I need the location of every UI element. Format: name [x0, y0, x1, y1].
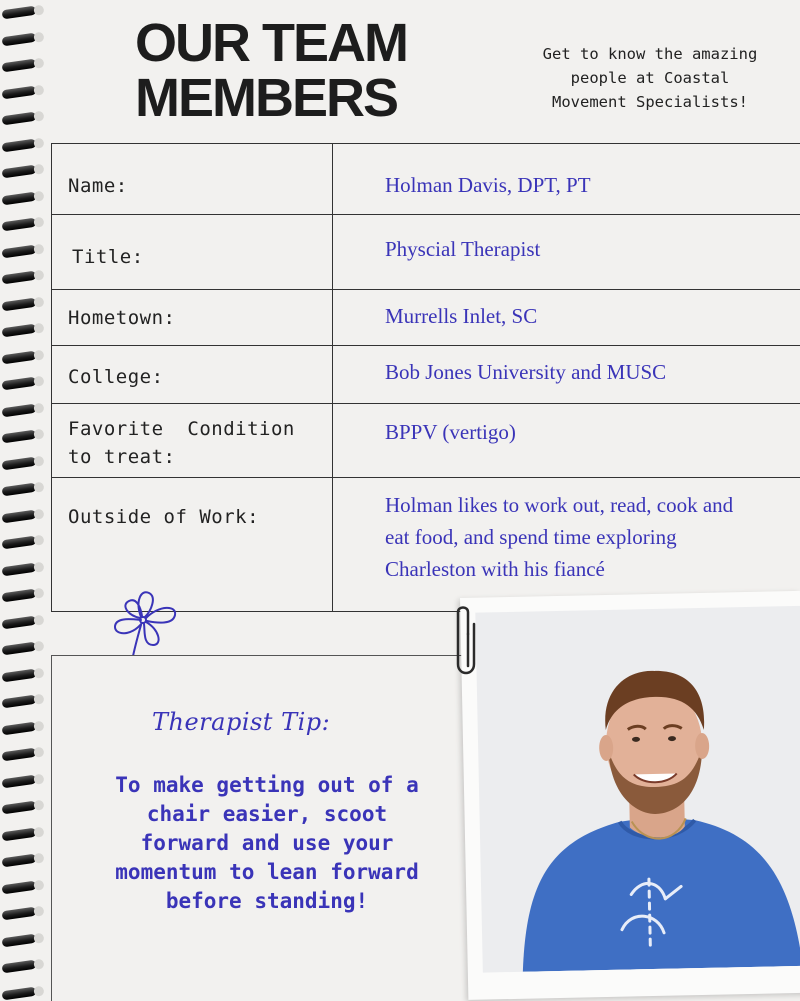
- binding-coil: [2, 960, 37, 974]
- binding-coil: [2, 907, 37, 921]
- favorite-condition-label: Favorite Condition to treat:: [52, 404, 318, 471]
- page-title: OUR TEAM MEMBERS: [135, 16, 407, 126]
- name-value: Holman Davis, DPT, PT: [333, 144, 800, 201]
- hometown-label: Hometown:: [52, 290, 332, 332]
- team-member-photo: [475, 606, 800, 973]
- binding-coil: [2, 324, 37, 338]
- table-row: [52, 290, 800, 346]
- binding-coil: [2, 642, 37, 656]
- binding-coil: [2, 244, 37, 258]
- hometown-value: Murrells Inlet, SC: [333, 290, 800, 332]
- tip-text: To make getting out of a chair easier, scoot forward and use your momentum to lean forward before standing!: [107, 771, 427, 916]
- paperclip-icon: [446, 604, 480, 688]
- table-row: [52, 346, 800, 404]
- binding-coil: [2, 774, 37, 788]
- binding-coil: [2, 986, 37, 1000]
- binding-coil: [2, 85, 37, 99]
- college-value: Bob Jones University and MUSC: [333, 346, 800, 388]
- binding-coil: [2, 112, 37, 126]
- binding-coil: [2, 827, 37, 841]
- binding-coil: [2, 456, 37, 470]
- binding-coil: [2, 271, 37, 285]
- therapist-tip-card: [51, 655, 472, 1001]
- page-subtitle: Get to know the amazing people at Coastal Movement Specialists!: [530, 42, 770, 114]
- outside-work-value: Holman likes to work out, read, cook and eat food, and spend time exploring Charleston with his fiancé: [333, 478, 765, 585]
- outside-work-label: Outside of Work:: [52, 478, 332, 531]
- binding-coil: [2, 59, 37, 73]
- binding-coil: [2, 801, 37, 815]
- table-row: [52, 215, 800, 290]
- binding-coil: [2, 536, 37, 550]
- binding-coil: [2, 165, 37, 179]
- photo-frame: [460, 591, 800, 1000]
- binding-coil: [2, 403, 37, 417]
- binding-coil: [2, 297, 37, 311]
- binding-coil: [2, 668, 37, 682]
- binding-coil: [2, 748, 37, 762]
- binding-coil: [2, 933, 37, 947]
- binding-coil: [2, 880, 37, 894]
- favorite-condition-value: BPPV (vertigo): [333, 404, 800, 448]
- table-row: [52, 404, 800, 478]
- binding-coil: [2, 854, 37, 868]
- binding-coil: [2, 509, 37, 523]
- binding-coil: [2, 218, 37, 232]
- tip-heading: Therapist Tip:: [152, 708, 330, 736]
- title-value: Physcial Therapist: [333, 215, 800, 265]
- binding-coil: [2, 377, 37, 391]
- spiral-binding: [0, 0, 44, 1000]
- name-label: Name:: [52, 144, 332, 200]
- binding-coil: [2, 32, 37, 46]
- binding-coil: [2, 483, 37, 497]
- college-label: College:: [52, 346, 332, 391]
- portrait-illustration: [475, 606, 800, 973]
- binding-coil: [2, 350, 37, 364]
- binding-coil: [2, 589, 37, 603]
- binding-coil: [2, 191, 37, 205]
- title-label: Title:: [52, 215, 332, 271]
- table-row: [52, 144, 800, 215]
- profile-table: [51, 143, 800, 612]
- binding-coil: [2, 430, 37, 444]
- binding-coil: [2, 615, 37, 629]
- binding-coil: [2, 695, 37, 709]
- binding-coil: [2, 721, 37, 735]
- binding-coil: [2, 562, 37, 576]
- binding-coil: [2, 138, 37, 152]
- binding-coil: [2, 6, 37, 20]
